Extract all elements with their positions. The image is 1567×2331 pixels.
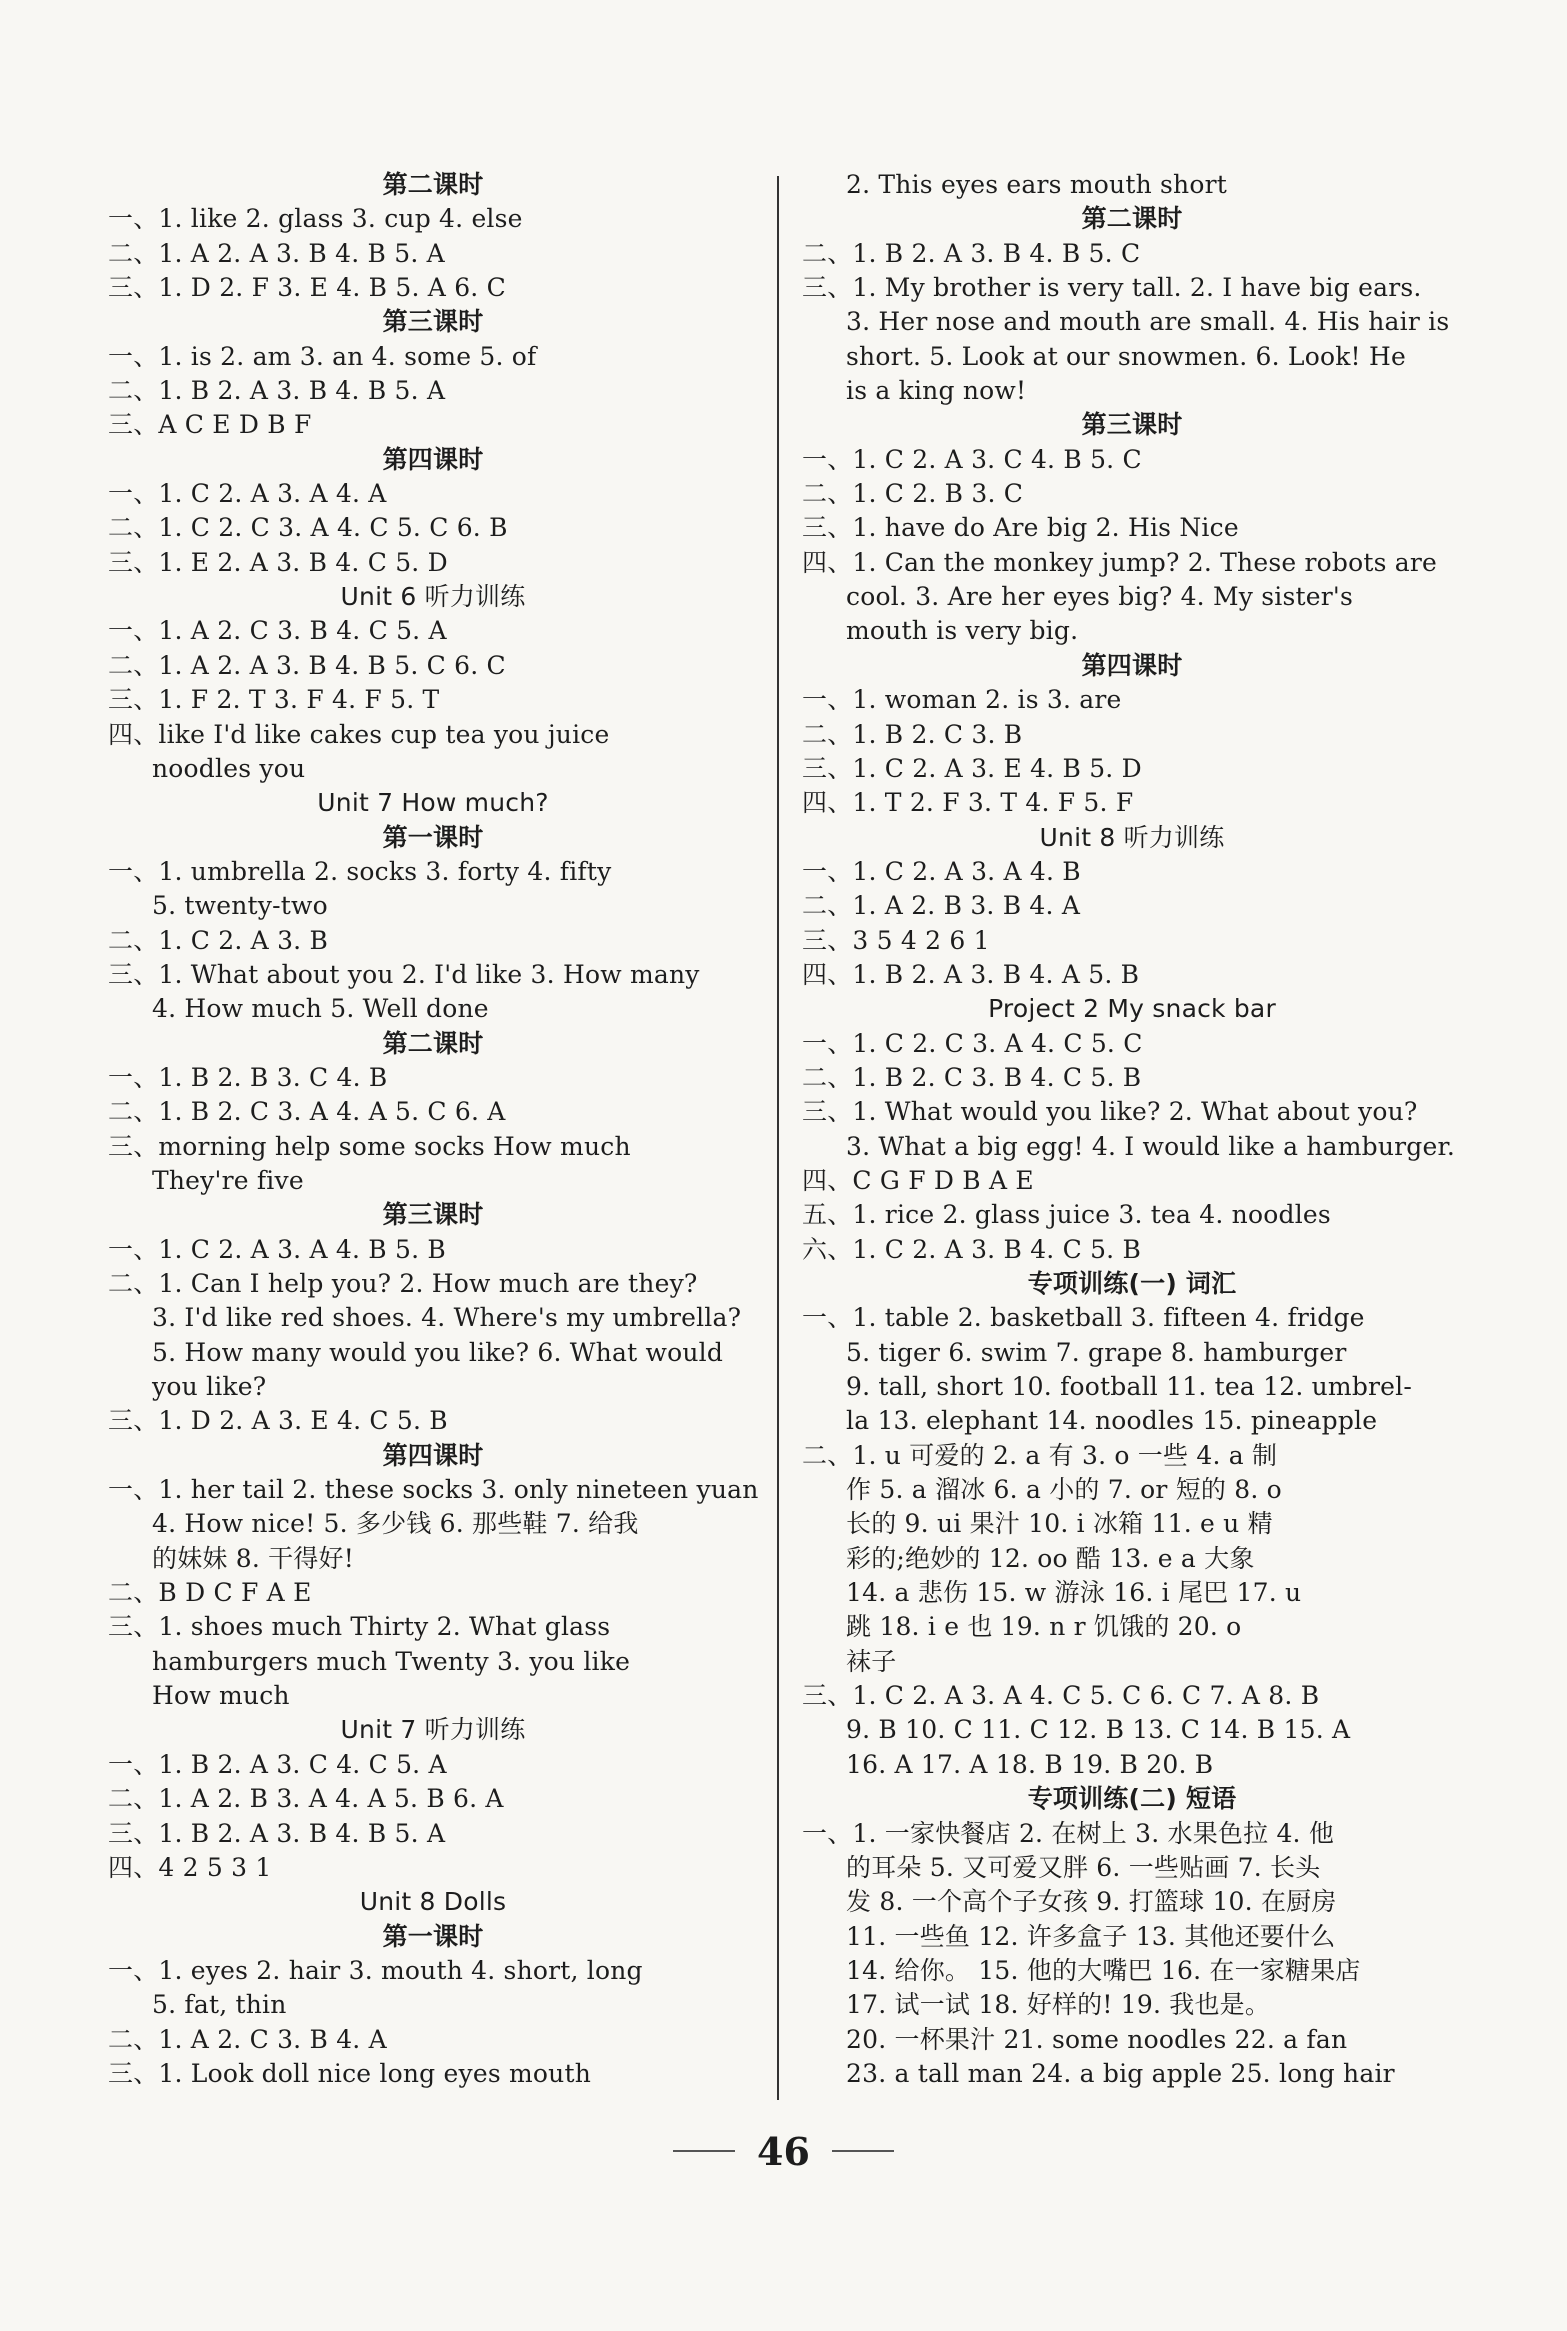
right-answer-line: 三、1. My brother is very tall. 2. I have big ears. (802, 273, 1422, 303)
left-section-heading: Unit 7 How much? (317, 788, 549, 818)
right-section-heading: 第三课时 (1081, 410, 1183, 440)
left-section-heading: Unit 6 听力训练 (340, 582, 526, 612)
right-answer-line: 11. 一些鱼 12. 许多盒子 13. 其他还要什么 (846, 1921, 1336, 1951)
left-answer-line: 一、1. B 2. B 3. C 4. B (108, 1062, 388, 1092)
left-answer-line: 一、1. eyes 2. hair 3. mouth 4. short, long (108, 1955, 643, 1985)
left-answer-line: hamburgers much Twenty 3. you like (152, 1646, 631, 1676)
right-answer-line: 袜子 (846, 1646, 897, 1676)
left-answer-line: 一、1. is 2. am 3. an 4. some 5. of (108, 341, 537, 371)
right-section-heading: Unit 8 听力训练 (1039, 822, 1225, 852)
footer-rule-left (673, 2150, 735, 2152)
right-answer-column (802, 168, 1462, 2091)
right-answer-line: 一、1. woman 2. is 3. are (802, 685, 1122, 715)
left-answer-line: 二、1. B 2. A 3. B 4. B 5. A (108, 376, 446, 406)
right-answer-line: 二、1. B 2. C 3. B 4. C 5. B (802, 1062, 1142, 1092)
left-answer-line: 5. How many would you like? 6. What would (152, 1337, 724, 1367)
right-answer-line: 三、1. What would you like? 2. What about you? (802, 1097, 1418, 1127)
right-answer-line: 20. 一杯果汁 21. some noodles 22. a fan (846, 2024, 1348, 2054)
left-answer-line: 5. twenty-two (152, 891, 328, 921)
right-answer-line: mouth is very big. (846, 616, 1079, 646)
right-answer-line: 3. What a big egg! 4. I would like a hamburger. (846, 1131, 1456, 1161)
left-section-heading: 第一课时 (382, 1921, 484, 1951)
right-answer-line: 四、1. T 2. F 3. T 4. F 5. F (802, 788, 1134, 818)
right-section-heading: 第四课时 (1081, 650, 1183, 680)
left-section-heading: 第三课时 (382, 1200, 484, 1230)
footer-rule-right (832, 2150, 894, 2152)
left-section-heading: 第四课时 (382, 1440, 484, 1470)
right-answer-line: 17. 试一试 18. 好样的! 19. 我也是。 (846, 1990, 1271, 2020)
left-answer-line: 4. How nice! 5. 多少钱 6. 那些鞋 7. 给我 (152, 1509, 639, 1539)
right-answer-line: 一、1. table 2. basketball 3. fifteen 4. fridge (802, 1303, 1365, 1333)
left-answer-line: 三、1. F 2. T 3. F 4. F 5. T (108, 685, 440, 715)
left-answer-line: 二、1. B 2. C 3. A 4. A 5. C 6. A (108, 1097, 506, 1127)
left-answer-line: 三、1. D 2. A 3. E 4. C 5. B (108, 1406, 448, 1436)
left-section-heading: 第四课时 (382, 444, 484, 474)
right-answer-line: 三、1. C 2. A 3. A 4. C 5. C 6. C 7. A 8. B (802, 1681, 1320, 1711)
left-answer-line: 二、1. A 2. A 3. B 4. B 5. A (108, 238, 445, 268)
left-answer-line: noodles you (152, 753, 306, 783)
left-answer-line: 三、1. Look doll nice long eyes mouth (108, 2058, 592, 2088)
right-answer-line: short. 5. Look at our snowmen. 6. Look! He (846, 341, 1406, 371)
left-answer-line: 四、like I'd like cakes cup tea you juice (108, 719, 610, 749)
page-number: 46 (757, 2128, 810, 2174)
right-answer-line: 16. A 17. A 18. B 19. B 20. B (846, 1749, 1214, 1779)
right-answer-line: 发 8. 一个高个子女孩 9. 打篮球 10. 在厨房 (846, 1887, 1337, 1917)
right-section-heading: 第二课时 (1081, 204, 1183, 234)
left-section-heading: Unit 7 听力训练 (340, 1715, 526, 1745)
right-answer-line: 三、1. have do Are big 2. His Nice (802, 513, 1239, 543)
right-answer-line: cool. 3. Are her eyes big? 4. My sister's (846, 582, 1353, 612)
right-answer-line: 2. This eyes ears mouth short (846, 170, 1227, 199)
left-answer-line: you like? (152, 1372, 267, 1402)
right-answer-line: 9. tall, short 10. football 11. tea 12. umbrel- (846, 1372, 1413, 1402)
right-answer-line: 一、1. C 2. C 3. A 4. C 5. C (802, 1028, 1143, 1058)
page-footer (0, 2126, 1567, 2176)
left-section-heading: 第二课时 (382, 170, 484, 199)
left-answer-line: 二、1. A 2. C 3. B 4. A (108, 2024, 387, 2054)
right-answer-line: 三、3 5 4 2 6 1 (802, 925, 990, 955)
left-answer-line: 三、1. E 2. A 3. B 4. C 5. D (108, 547, 448, 577)
right-answer-line: 二、1. C 2. B 3. C (802, 479, 1024, 509)
left-answer-column (108, 168, 758, 2091)
left-answer-line: 二、1. A 2. A 3. B 4. B 5. C 6. C (108, 650, 506, 680)
left-section-heading: Unit 8 Dolls (359, 1887, 507, 1917)
left-answer-line: 5. fat, thin (152, 1990, 287, 2020)
right-answer-line: 四、1. B 2. A 3. B 4. A 5. B (802, 959, 1140, 989)
right-answer-line: 二、1. B 2. A 3. B 4. B 5. C (802, 238, 1141, 268)
left-answer-line: 二、1. C 2. A 3. B (108, 925, 329, 955)
right-answer-line: 的耳朵 5. 又可爱又胖 6. 一些贴画 7. 长头 (846, 1852, 1321, 1882)
right-answer-line: 二、1. u 可爱的 2. a 有 3. o 一些 4. a 制 (802, 1440, 1278, 1470)
left-section-heading: 第一课时 (382, 822, 484, 852)
left-answer-line: 一、1. C 2. A 3. A 4. A (108, 479, 387, 509)
left-section-heading: 第二课时 (382, 1028, 484, 1058)
left-answer-line: 一、1. B 2. A 3. C 4. C 5. A (108, 1749, 447, 1779)
right-answer-line: 一、1. C 2. A 3. A 4. B (802, 856, 1081, 886)
left-answer-line: 三、A C E D B F (108, 410, 312, 440)
right-answer-line: 二、1. B 2. C 3. B (802, 719, 1023, 749)
left-answer-line: 二、1. C 2. C 3. A 4. C 5. C 6. B (108, 513, 508, 543)
right-answer-line: la 13. elephant 14. noodles 15. pineapple (846, 1406, 1378, 1436)
left-answer-line: 三、1. What about you 2. I'd like 3. How many (108, 959, 700, 989)
left-answer-line: 一、1. A 2. C 3. B 4. C 5. A (108, 616, 447, 646)
right-answer-line: 3. Her nose and mouth are small. 4. His hair is (846, 307, 1450, 337)
left-section-heading: 第三课时 (382, 307, 484, 337)
left-answer-line: 三、1. B 2. A 3. B 4. B 5. A (108, 1818, 446, 1848)
right-section-heading: 专项训练(一) 词汇 (1027, 1269, 1237, 1298)
right-answer-line: is a king now! (846, 376, 1027, 406)
right-answer-line: 六、1. C 2. A 3. B 4. C 5. B (802, 1234, 1142, 1264)
left-answer-line: 3. I'd like red shoes. 4. Where's my umbrella? (152, 1303, 742, 1333)
right-answer-line: 一、1. C 2. A 3. C 4. B 5. C (802, 444, 1142, 474)
left-answer-line: 一、1. her tail 2. these socks 3. only nineteen yuan (108, 1475, 759, 1505)
right-answer-line: 作 5. a 溜冰 6. a 小的 7. or 短的 8. o (846, 1475, 1282, 1505)
column-divider (777, 176, 779, 2100)
left-answer-line: 四、4 2 5 3 1 (108, 1852, 272, 1882)
right-answer-line: 四、C G F D B A E (802, 1165, 1034, 1195)
left-answer-line: 二、1. A 2. B 3. A 4. A 5. B 6. A (108, 1784, 504, 1814)
right-answer-line: 四、1. Can the monkey jump? 2. These robots are (802, 547, 1438, 577)
left-answer-line: 二、1. Can I help you? 2. How much are they? (108, 1269, 698, 1298)
right-answer-line: 跳 18. i e 也 19. n r 饥饿的 20. o (846, 1612, 1242, 1642)
right-answer-line: 三、1. C 2. A 3. E 4. B 5. D (802, 753, 1142, 783)
right-answer-line: 14. 给你。 15. 他的大嘴巴 16. 在一家糖果店 (846, 1955, 1361, 1985)
left-answer-line: 4. How much 5. Well done (152, 994, 489, 1024)
left-answer-line: How much (152, 1681, 290, 1711)
right-answer-line: 5. tiger 6. swim 7. grape 8. hamburger (846, 1337, 1347, 1367)
right-section-heading: 专项训练(二) 短语 (1027, 1784, 1237, 1814)
left-answer-line: 三、morning help some socks How much (108, 1131, 631, 1161)
left-answer-line: 三、1. shoes much Thirty 2. What glass (108, 1612, 611, 1642)
right-answer-line: 二、1. A 2. B 3. B 4. A (802, 891, 1081, 921)
left-answer-line: 三、1. D 2. F 3. E 4. B 5. A 6. C (108, 273, 506, 303)
right-answer-line: 14. a 悲伤 15. w 游泳 16. i 尾巴 17. u (846, 1578, 1302, 1608)
left-answer-line: 一、1. like 2. glass 3. cup 4. else (108, 204, 523, 234)
right-answer-line: 彩的;绝妙的 12. oo 酷 13. e a 大象 (846, 1543, 1255, 1573)
right-answer-line: 一、1. 一家快餐店 2. 在树上 3. 水果色拉 4. 他 (802, 1818, 1335, 1848)
left-answer-line: 一、1. umbrella 2. socks 3. forty 4. fifty (108, 856, 612, 886)
right-answer-line: 长的 9. ui 果汁 10. i 冰箱 11. e u 精 (846, 1509, 1273, 1539)
left-answer-line: 一、1. C 2. A 3. A 4. B 5. B (108, 1234, 446, 1264)
right-answer-line: 五、1. rice 2. glass juice 3. tea 4. noodles (802, 1200, 1331, 1230)
right-section-heading: Project 2 My snack bar (988, 994, 1276, 1024)
right-answer-line: 9. B 10. C 11. C 12. B 13. C 14. B 15. A (846, 1715, 1351, 1745)
right-answer-line: 23. a tall man 24. a big apple 25. long hair (846, 2058, 1395, 2088)
left-answer-line: They're five (152, 1165, 304, 1195)
left-answer-line: 二、B D C F A E (108, 1578, 312, 1608)
left-answer-line: 的妹妹 8. 干得好! (152, 1543, 354, 1573)
